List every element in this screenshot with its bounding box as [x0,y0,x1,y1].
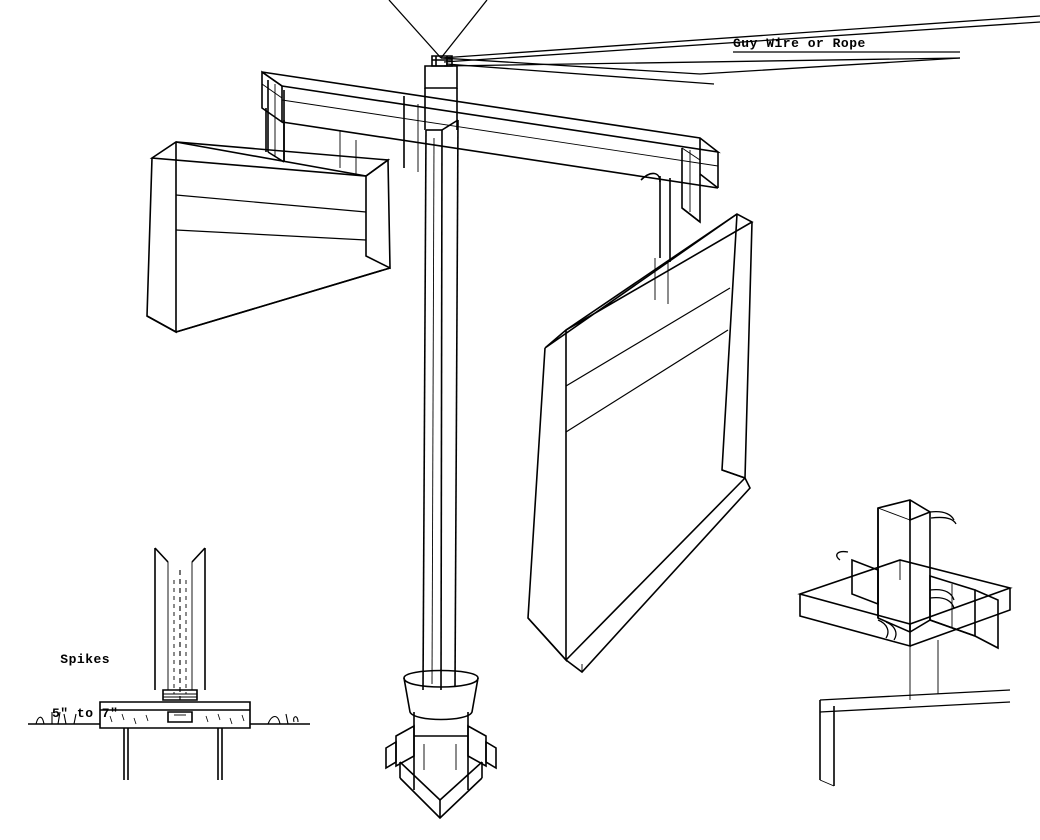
right-sign-panel [528,214,752,672]
post-base-foot [386,671,496,819]
label-spikes [52,615,118,759]
label-spikes-line-1: Spikes [60,652,111,667]
guy-wire-lines [389,0,1040,84]
bracket-detail [800,500,1010,786]
label-spikes-line-2: 5" to 7" [52,706,119,721]
label-guy-wire-or-rope: Guy Wire or Rope [733,36,866,51]
crossarm [262,72,718,262]
main-post [423,66,458,690]
post-crossarm-brace [268,80,418,172]
